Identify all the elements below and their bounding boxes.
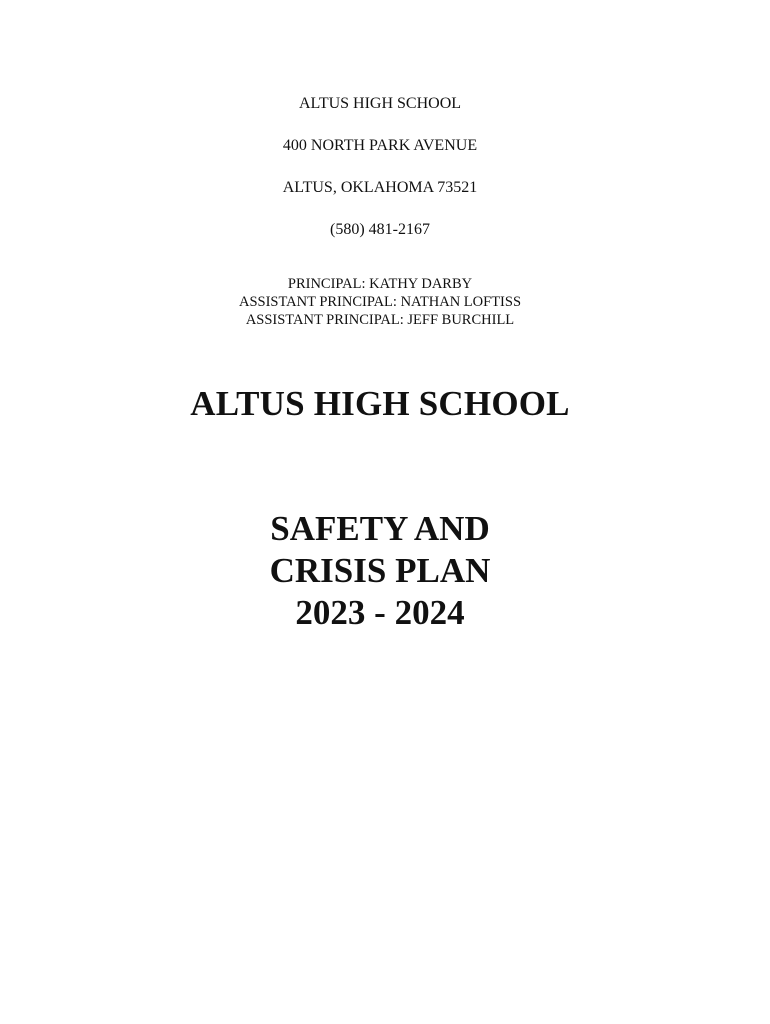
school-title: ALTUS HIGH SCHOOL	[190, 384, 570, 423]
header-school-name: ALTUS HIGH SCHOOL	[298, 95, 462, 112]
header-city-state-zip: ALTUS, OKLAHOMA 73521	[282, 179, 478, 196]
staff-assistant-principal-2: ASSISTANT PRINCIPAL: JEFF BURCHILL	[245, 312, 515, 328]
header-street-address: 400 NORTH PARK AVENUE	[282, 137, 478, 154]
header-phone: (580) 481-2167	[330, 221, 430, 238]
staff-principal: PRINCIPAL: KATHY DARBY	[287, 276, 473, 292]
plan-title-line-2: CRISIS PLAN	[269, 551, 491, 590]
plan-years: 2023 - 2024	[295, 593, 465, 632]
plan-title-line-1: SAFETY AND	[270, 509, 490, 548]
staff-assistant-principal-1: ASSISTANT PRINCIPAL: NATHAN LOFTISS	[238, 294, 522, 310]
